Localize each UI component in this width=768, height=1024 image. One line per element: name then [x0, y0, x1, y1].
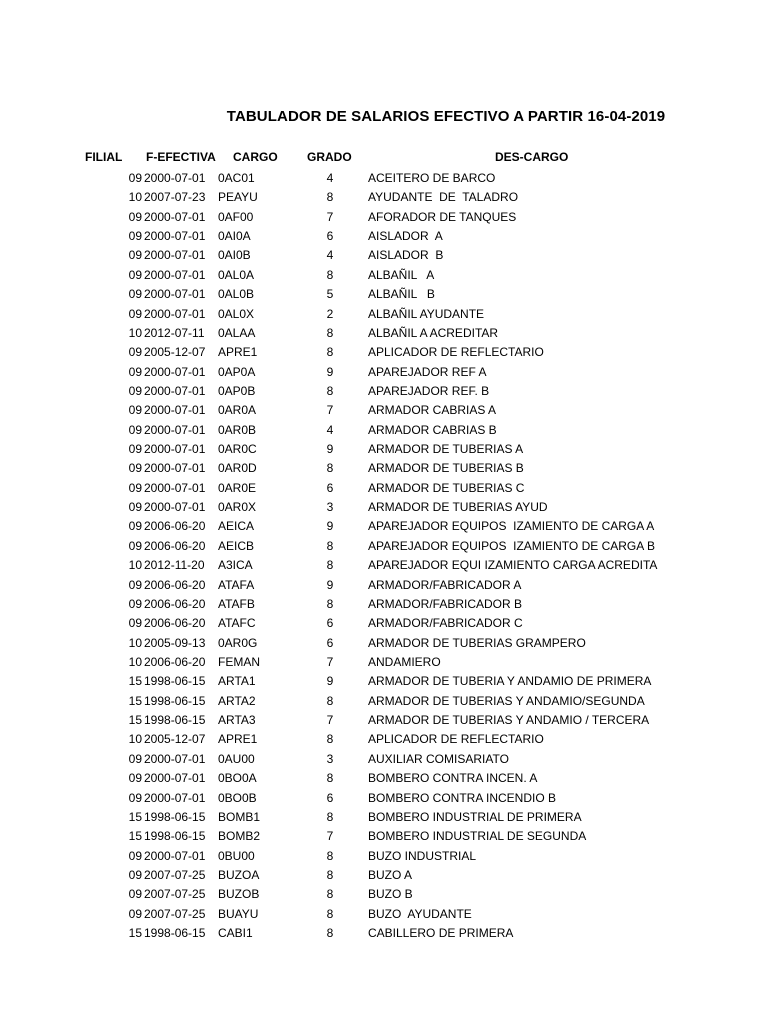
- table-row: [0, 809, 768, 828]
- header-des-cargo: DES-CARGO: [495, 150, 569, 164]
- table-row: [0, 422, 768, 441]
- cell-grado: 8: [326, 190, 334, 205]
- cell-cargo: 0AI0A: [218, 229, 251, 244]
- cell-f-efectiva: 2000-07-01: [144, 442, 206, 457]
- table-row: [0, 480, 768, 499]
- cell-grado: 7: [326, 209, 334, 224]
- cell-filial: 09: [128, 771, 142, 786]
- cell-grado: 6: [326, 635, 334, 650]
- cell-des-cargo: APAREJADOR EQUIPOS IZAMIENTO DE CARGA B: [368, 538, 655, 553]
- cell-des-cargo: ARMADOR DE TUBERIAS GRAMPERO: [368, 635, 586, 650]
- cell-f-efectiva: 2000-07-01: [144, 771, 206, 786]
- cell-filial: 15: [128, 713, 142, 728]
- cell-f-efectiva: 2000-07-01: [144, 364, 206, 379]
- cell-des-cargo: APLICADOR DE REFLECTARIO: [368, 732, 544, 747]
- header-cargo: CARGO: [233, 150, 278, 164]
- cell-des-cargo: ARMADOR/FABRICADOR B: [368, 596, 523, 611]
- table-row: [0, 635, 768, 654]
- cell-filial: 09: [128, 345, 142, 360]
- cell-grado: 8: [326, 383, 334, 398]
- cell-cargo: BUAYU: [218, 906, 259, 921]
- salary-table: [0, 170, 768, 944]
- cell-cargo: 0AU00: [218, 751, 255, 766]
- table-row: [0, 886, 768, 905]
- cell-des-cargo: ARMADOR DE TUBERIAS Y ANDAMIO / TERCERA: [368, 713, 650, 728]
- cell-grado: 9: [326, 674, 334, 689]
- cell-cargo: ATAFC: [218, 616, 256, 631]
- cell-cargo: 0AF00: [218, 209, 254, 224]
- cell-des-cargo: ARMADOR DE TUBERIAS B: [368, 461, 524, 476]
- cell-des-cargo: ARMADOR DE TUBERIAS A: [368, 442, 524, 457]
- cell-grado: 9: [326, 364, 334, 379]
- cell-filial: 09: [128, 287, 142, 302]
- cell-grado: 4: [326, 422, 334, 437]
- header-grado: GRADO: [307, 150, 352, 164]
- cell-cargo: 0ALAA: [218, 325, 256, 340]
- cell-f-efectiva: 2006-06-20: [144, 538, 206, 553]
- cell-f-efectiva: 2000-07-01: [144, 383, 206, 398]
- cell-grado: 8: [326, 906, 334, 921]
- cell-cargo: 0AR0D: [218, 461, 257, 476]
- table-row: [0, 596, 768, 615]
- header-f-efectiva: F-EFECTIVA: [146, 150, 216, 164]
- table-row: [0, 790, 768, 809]
- table-row: [0, 712, 768, 731]
- cell-des-cargo: BOMBERO CONTRA INCEN. A: [368, 771, 538, 786]
- cell-cargo: 0AR0B: [218, 422, 257, 437]
- cell-filial: 15: [128, 674, 142, 689]
- cell-f-efectiva: 2007-07-25: [144, 867, 206, 882]
- cell-des-cargo: BOMBERO INDUSTRIAL DE PRIMERA: [368, 809, 582, 824]
- cell-f-efectiva: 2000-07-01: [144, 403, 206, 418]
- cell-filial: 09: [128, 461, 142, 476]
- cell-f-efectiva: 2012-07-11: [144, 325, 205, 340]
- cell-cargo: APRE1: [218, 345, 258, 360]
- cell-grado: 6: [326, 229, 334, 244]
- cell-f-efectiva: 2006-06-20: [144, 596, 206, 611]
- table-row: [0, 441, 768, 460]
- table-row: [0, 402, 768, 421]
- cell-cargo: 0AI0B: [218, 248, 251, 263]
- cell-f-efectiva: 2000-07-01: [144, 500, 206, 515]
- cell-filial: 10: [128, 558, 142, 573]
- cell-f-efectiva: 2006-06-20: [144, 519, 206, 534]
- table-row: [0, 247, 768, 266]
- cell-f-efectiva: 2000-07-01: [144, 248, 206, 263]
- cell-des-cargo: ARMADOR DE TUBERIAS AYUD: [368, 500, 548, 515]
- cell-des-cargo: AUXILIAR COMISARIATO: [368, 751, 509, 766]
- cell-grado: 2: [326, 306, 334, 321]
- cell-filial: 09: [128, 248, 142, 263]
- cell-f-efectiva: 2000-07-01: [144, 751, 206, 766]
- cell-grado: 6: [326, 616, 334, 631]
- cell-filial: 10: [128, 635, 142, 650]
- cell-filial: 15: [128, 693, 142, 708]
- cell-cargo: APRE1: [218, 732, 258, 747]
- cell-grado: 7: [326, 403, 334, 418]
- cell-cargo: 0AL0A: [218, 267, 255, 282]
- cell-filial: 15: [128, 926, 142, 941]
- cell-filial: 10: [128, 190, 142, 205]
- cell-cargo: ARTA1: [218, 674, 256, 689]
- cell-filial: 09: [128, 267, 142, 282]
- cell-des-cargo: AYUDANTE DE TALADRO: [368, 190, 519, 205]
- cell-f-efectiva: 2012-11-20: [144, 558, 205, 573]
- cell-f-efectiva: 2000-07-01: [144, 209, 206, 224]
- cell-grado: 8: [326, 732, 334, 747]
- cell-des-cargo: ALBAÑIL B: [368, 287, 435, 302]
- table-row: [0, 189, 768, 208]
- cell-filial: 09: [128, 500, 142, 515]
- cell-des-cargo: APAREJADOR EQUI IZAMIENTO CARGA ACREDITA: [368, 558, 658, 573]
- cell-des-cargo: ARMADOR/FABRICADOR A: [368, 577, 522, 592]
- cell-des-cargo: ALBAÑIL A ACREDITAR: [368, 325, 499, 340]
- cell-f-efectiva: 1998-06-15: [144, 926, 206, 941]
- cell-grado: 7: [326, 654, 334, 669]
- cell-cargo: 0AR0G: [218, 635, 258, 650]
- cell-f-efectiva: 2000-07-01: [144, 790, 206, 805]
- header-filial: FILIAL: [85, 150, 123, 164]
- cell-f-efectiva: 2000-07-01: [144, 461, 206, 476]
- cell-cargo: 0AP0A: [218, 364, 256, 379]
- cell-des-cargo: ARMADOR/FABRICADOR C: [368, 616, 523, 631]
- cell-filial: 09: [128, 364, 142, 379]
- table-row: [0, 518, 768, 537]
- cell-cargo: 0AR0C: [218, 442, 257, 457]
- table-row: [0, 499, 768, 518]
- table-row: [0, 267, 768, 286]
- table-row: [0, 693, 768, 712]
- cell-f-efectiva: 2007-07-23: [144, 190, 206, 205]
- cell-filial: 09: [128, 790, 142, 805]
- cell-f-efectiva: 2006-06-20: [144, 577, 206, 592]
- table-row: [0, 557, 768, 576]
- cell-f-efectiva: 1998-06-15: [144, 713, 206, 728]
- cell-grado: 4: [326, 171, 334, 185]
- cell-grado: 4: [326, 248, 334, 263]
- cell-cargo: ATAFA: [218, 577, 255, 592]
- cell-cargo: 0AR0X: [218, 500, 257, 515]
- cell-filial: 09: [128, 616, 142, 631]
- cell-filial: 09: [128, 383, 142, 398]
- cell-des-cargo: ALBAÑIL A: [368, 267, 435, 282]
- cell-filial: 09: [128, 442, 142, 457]
- cell-f-efectiva: 2000-07-01: [144, 422, 206, 437]
- cell-grado: 5: [326, 287, 334, 302]
- cell-cargo: 0AC01: [218, 171, 255, 185]
- cell-des-cargo: ALBAÑIL AYUDANTE: [368, 306, 485, 321]
- table-row: [0, 306, 768, 325]
- cell-filial: 09: [128, 867, 142, 882]
- cell-cargo: ARTA3: [218, 713, 256, 728]
- cell-filial: 09: [128, 209, 142, 224]
- cell-cargo: 0AR0E: [218, 480, 257, 495]
- cell-grado: 8: [326, 325, 334, 340]
- table-row: [0, 344, 768, 363]
- cell-grado: 7: [326, 829, 334, 844]
- cell-cargo: BOMB1: [218, 809, 261, 824]
- table-row: [0, 828, 768, 847]
- cell-grado: 8: [326, 345, 334, 360]
- cell-grado: 8: [326, 926, 334, 941]
- table-row: [0, 383, 768, 402]
- table-row: [0, 577, 768, 596]
- cell-cargo: FEMAN: [218, 654, 260, 669]
- table-header: [0, 150, 768, 168]
- cell-des-cargo: ANDAMIERO: [368, 654, 441, 669]
- page-title: TABULADOR DE SALARIOS EFECTIVO A PARTIR 16-04-2019: [226, 108, 666, 125]
- cell-filial: 09: [128, 538, 142, 553]
- cell-des-cargo: ARMADOR DE TUBERIA Y ANDAMIO DE PRIMERA: [368, 674, 652, 689]
- table-row: [0, 209, 768, 228]
- table-row: [0, 615, 768, 634]
- cell-grado: 9: [326, 519, 334, 534]
- table-row: [0, 460, 768, 479]
- cell-grado: 3: [326, 500, 334, 515]
- cell-filial: 09: [128, 171, 142, 185]
- table-row: [0, 654, 768, 673]
- cell-des-cargo: AISLADOR B: [368, 248, 444, 263]
- cell-grado: 8: [326, 848, 334, 863]
- cell-grado: 8: [326, 558, 334, 573]
- cell-filial: 09: [128, 480, 142, 495]
- cell-grado: 9: [326, 577, 334, 592]
- cell-grado: 8: [326, 461, 334, 476]
- cell-grado: 8: [326, 887, 334, 902]
- table-row: [0, 731, 768, 750]
- cell-cargo: BUZOA: [218, 867, 260, 882]
- cell-des-cargo: BOMBERO INDUSTRIAL DE SEGUNDA: [368, 829, 587, 844]
- cell-f-efectiva: 2000-07-01: [144, 848, 206, 863]
- cell-cargo: BOMB2: [218, 829, 261, 844]
- table-row: [0, 867, 768, 886]
- cell-f-efectiva: 2000-07-01: [144, 229, 206, 244]
- cell-filial: 09: [128, 422, 142, 437]
- cell-des-cargo: ACEITERO DE BARCO: [368, 171, 496, 185]
- cell-cargo: 0BO0B: [218, 790, 257, 805]
- cell-filial: 10: [128, 732, 142, 747]
- cell-f-efectiva: 2007-07-25: [144, 906, 206, 921]
- cell-f-efectiva: 2007-07-25: [144, 887, 206, 902]
- cell-grado: 8: [326, 867, 334, 882]
- cell-filial: 15: [128, 809, 142, 824]
- cell-cargo: ARTA2: [218, 693, 256, 708]
- cell-des-cargo: AFORADOR DE TANQUES: [368, 209, 517, 224]
- cell-f-efectiva: 2006-06-20: [144, 654, 206, 669]
- table-row: [0, 906, 768, 925]
- cell-cargo: BUZOB: [218, 887, 260, 902]
- cell-filial: 09: [128, 906, 142, 921]
- cell-des-cargo: BUZO INDUSTRIAL: [368, 848, 477, 863]
- cell-f-efectiva: 2000-07-01: [144, 480, 206, 495]
- table-row: [0, 325, 768, 344]
- cell-grado: 8: [326, 538, 334, 553]
- cell-des-cargo: ARMADOR CABRIAS A: [368, 403, 497, 418]
- table-row: [0, 364, 768, 383]
- cell-grado: 8: [326, 267, 334, 282]
- cell-f-efectiva: 1998-06-15: [144, 674, 206, 689]
- cell-des-cargo: AISLADOR A: [368, 229, 443, 244]
- cell-filial: 09: [128, 229, 142, 244]
- cell-grado: 9: [326, 442, 334, 457]
- cell-grado: 3: [326, 751, 334, 766]
- table-row: [0, 228, 768, 247]
- cell-filial: 15: [128, 829, 142, 844]
- cell-f-efectiva: 1998-06-15: [144, 693, 206, 708]
- table-row: [0, 848, 768, 867]
- cell-des-cargo: APAREJADOR REF. B: [368, 383, 490, 398]
- cell-cargo: 0AL0X: [218, 306, 255, 321]
- cell-cargo: CABI1: [218, 926, 253, 941]
- cell-filial: 09: [128, 306, 142, 321]
- cell-filial: 09: [128, 403, 142, 418]
- cell-f-efectiva: 2000-07-01: [144, 171, 206, 185]
- cell-des-cargo: APAREJADOR EQUIPOS IZAMIENTO DE CARGA A: [368, 519, 655, 534]
- cell-cargo: 0AP0B: [218, 383, 256, 398]
- table-row: [0, 286, 768, 305]
- cell-cargo: PEAYU: [218, 190, 258, 205]
- cell-grado: 7: [326, 713, 334, 728]
- cell-des-cargo: APLICADOR DE REFLECTARIO: [368, 345, 544, 360]
- cell-cargo: 0AL0B: [218, 287, 255, 302]
- cell-grado: 8: [326, 771, 334, 786]
- cell-cargo: AEICA: [218, 519, 255, 534]
- cell-cargo: 0BU00: [218, 848, 255, 863]
- table-row: [0, 538, 768, 557]
- cell-f-efectiva: 1998-06-15: [144, 829, 206, 844]
- cell-f-efectiva: 2000-07-01: [144, 287, 206, 302]
- cell-cargo: 0AR0A: [218, 403, 257, 418]
- table-row: [0, 770, 768, 789]
- cell-filial: 09: [128, 848, 142, 863]
- cell-filial: 10: [128, 325, 142, 340]
- cell-grado: 8: [326, 693, 334, 708]
- cell-des-cargo: CABILLERO DE PRIMERA: [368, 926, 514, 941]
- cell-des-cargo: BUZO B: [368, 887, 413, 902]
- cell-des-cargo: BOMBERO CONTRA INCENDIO B: [368, 790, 557, 805]
- cell-grado: 6: [326, 480, 334, 495]
- cell-des-cargo: ARMADOR DE TUBERIAS Y ANDAMIO/SEGUNDA: [368, 693, 645, 708]
- table-row: [0, 751, 768, 770]
- cell-grado: 6: [326, 790, 334, 805]
- cell-des-cargo: APAREJADOR REF A: [368, 364, 487, 379]
- table-row: [0, 925, 768, 944]
- table-row: [0, 170, 768, 189]
- cell-filial: 09: [128, 577, 142, 592]
- cell-des-cargo: ARMADOR DE TUBERIAS C: [368, 480, 525, 495]
- cell-cargo: 0BO0A: [218, 771, 257, 786]
- cell-des-cargo: ARMADOR CABRIAS B: [368, 422, 497, 437]
- cell-filial: 10: [128, 654, 142, 669]
- cell-des-cargo: BUZO A: [368, 867, 413, 882]
- cell-f-efectiva: 2000-07-01: [144, 306, 206, 321]
- cell-filial: 09: [128, 596, 142, 611]
- cell-f-efectiva: 1998-06-15: [144, 809, 206, 824]
- table-row: [0, 673, 768, 692]
- cell-cargo: A3ICA: [218, 558, 253, 573]
- cell-filial: 09: [128, 519, 142, 534]
- cell-cargo: AEICB: [218, 538, 255, 553]
- cell-f-efectiva: 2006-06-20: [144, 616, 206, 631]
- cell-filial: 09: [128, 887, 142, 902]
- cell-f-efectiva: 2005-12-07: [144, 345, 206, 360]
- cell-grado: 8: [326, 596, 334, 611]
- cell-grado: 8: [326, 809, 334, 824]
- cell-f-efectiva: 2000-07-01: [144, 267, 206, 282]
- cell-f-efectiva: 2005-09-13: [144, 635, 206, 650]
- cell-cargo: ATAFB: [218, 596, 255, 611]
- cell-filial: 09: [128, 751, 142, 766]
- cell-f-efectiva: 2005-12-07: [144, 732, 206, 747]
- cell-des-cargo: BUZO AYUDANTE: [368, 906, 472, 921]
